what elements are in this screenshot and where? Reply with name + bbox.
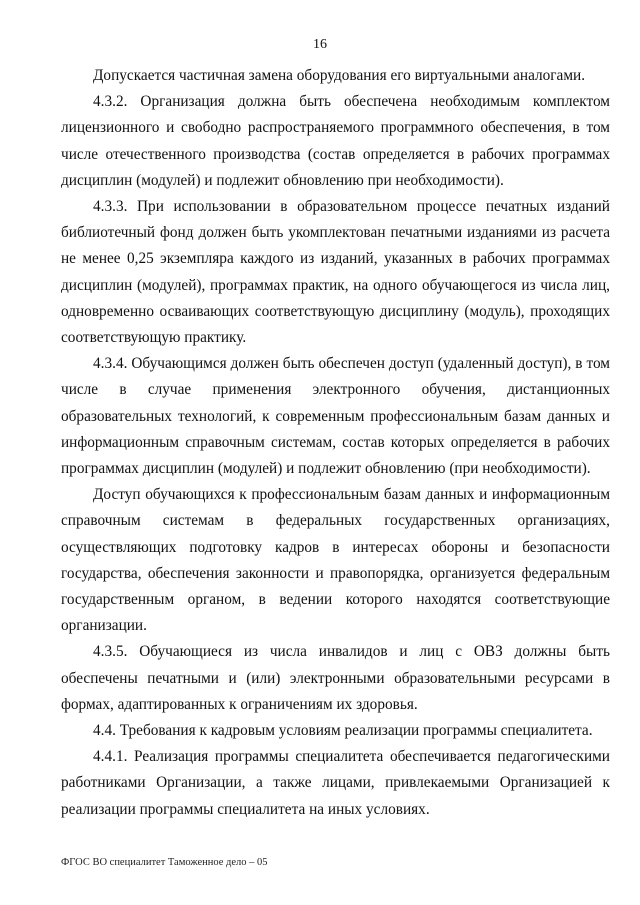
paragraph-4-4-1: 4.4.1. Реализация программы специалитета обеспечивается педагогическими работниками Организации, а также лицами, привлекаемыми Организацией к реализации программы специалитета на иных условиях. [61, 748, 610, 818]
body-text [61, 63, 610, 823]
paragraph-4-3-3: 4.3.3. При использовании в образовательном процессе печатных изданий библиотечный фонд должен быть укомплектован печатными изданиями из расчета не менее 0,25 экземпляра каждого из изданий, указанных в рабочих программах дисциплин (модулей), программах практик, на одного обучающегося из числа лиц, одновременно осваивающих соответствующую дисциплину (модуль), проходящих соответствующую практику. [61, 198, 610, 347]
page-number: 16 [313, 37, 327, 52]
page-footer: ФГОС ВО специалитет Таможенное дело – 05 [61, 857, 268, 868]
paragraph-4-3-4: 4.3.4. Обучающимся должен быть обеспечен доступ (удаленный доступ), в том числе в случае применения электронного обучения, дистанционных образовательных технологий, к современным профессиональным базам данных и информационным справочным системам, состав которых определяется в рабочих программах дисциплин (модулей) и подлежит обновлению (при необходимости). [61, 355, 610, 478]
paragraph-4-3-2: 4.3.2. Организация должна быть обеспечена необходимым комплектом лицензионного и свободно распространяемого программного обеспечения, в том числе отечественного производства (состав определяется в рабочих программах дисциплин (модулей) и подлежит обновлению при необходимости). [61, 93, 610, 189]
paragraph-database-access: Доступ обучающихся к профессиональным базам данных и информационным справочным системам в федеральных государственных организациях, осуществляющих подготовку кадров в интересах обороны и безопасности государства, обеспечения законности и правопорядка, организуется федеральным государственным органом, в ведении которого находятся соответствующие организации. [61, 486, 610, 635]
paragraph-equipment-replacement: Допускается частичная замена оборудования его виртуальными аналогами. [93, 67, 586, 84]
paragraph-4-4: 4.4. Требования к кадровым условиям реализации программы специалитета. [93, 722, 593, 740]
paragraph-4-3-5: 4.3.5. Обучающиеся из числа инвалидов и лиц с ОВЗ должны быть обеспечены печатными и (или) электронными образовательными ресурсами в формах, адаптированных к ограничениям их здоровья. [61, 643, 610, 713]
